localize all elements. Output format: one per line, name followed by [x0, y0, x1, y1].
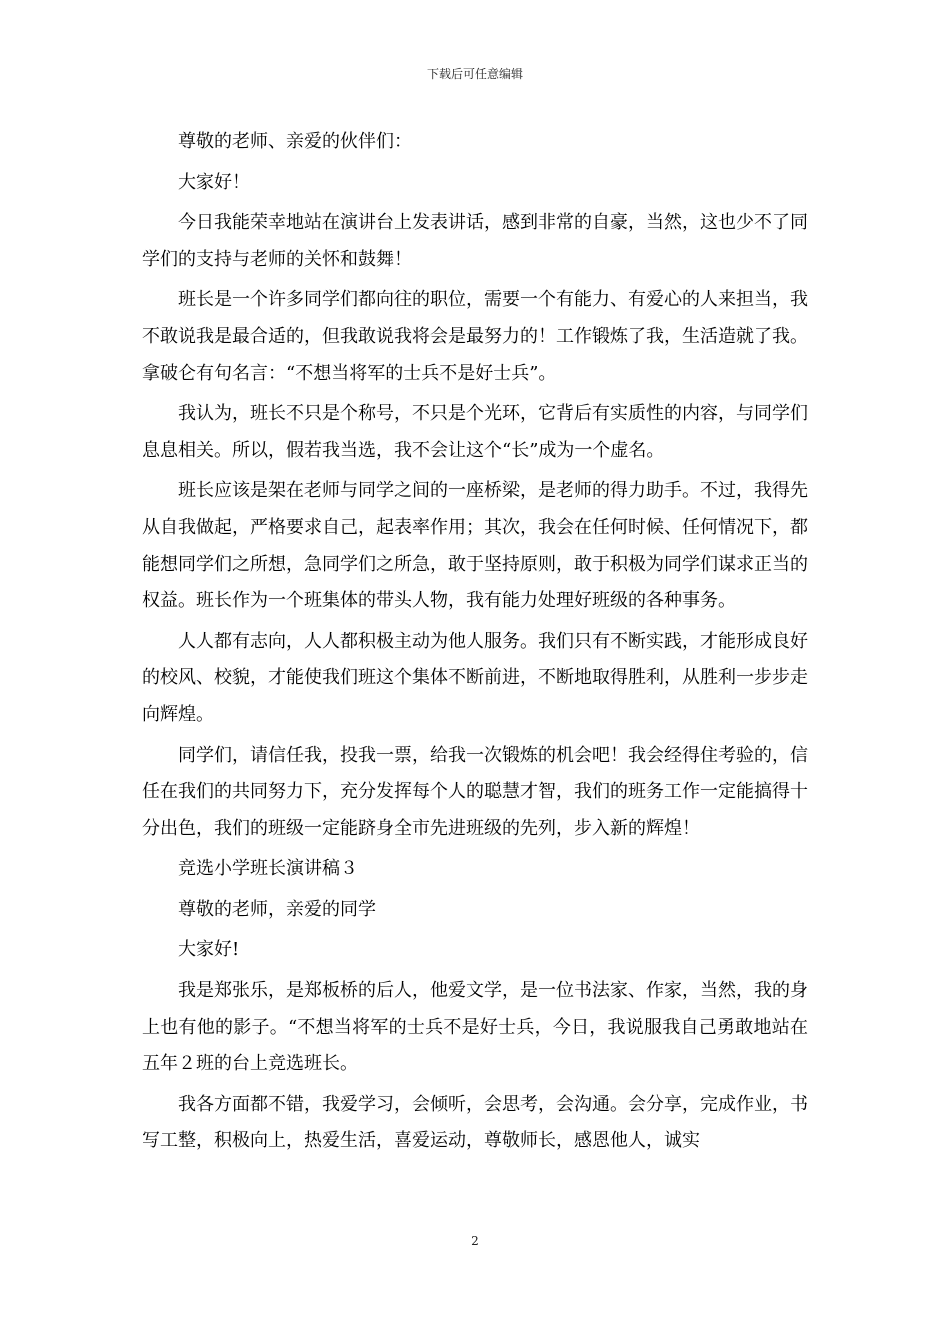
document-body [142, 124, 808, 1164]
salutation: 尊敬的老师，亲爱的同学 [178, 898, 376, 920]
body-paragraph: 班长是一个许多同学们都向往的职位，需要一个有能力、有爱心的人来担当，我不敢说我是最合适的，但我敢说我将会是最努力的！工作锻炼了我，生活造就了我。拿破仑有句名言：“不想当将军的士兵不是好士兵”。 [142, 289, 808, 384]
body-paragraph: 同学们，请信任我，投我一票，给我一次锻炼的机会吧！我会经得住考验的，信任在我们的共同努力下，充分发挥每个人的聪慧才智，我们的班务工作一定能搞得十分出色，我们的班级一定能跻身全市先进班级的先列，步入新的辉煌！ [142, 744, 808, 839]
section-title: 竞选小学班长演讲稿３ [178, 858, 358, 880]
body-paragraph: 我各方面都不错，我爱学习，会倾听，会思考，会沟通。会分享，完成作业，书写工整，积极向上，热爱生活，喜爱运动，尊敬师长，感恩他人，诚实 [142, 1093, 808, 1152]
body-paragraph: 今日我能荣幸地站在演讲台上发表讲话，感到非常的自豪，当然，这也少不了同学们的支持与老师的关怀和鼓舞！ [142, 212, 808, 270]
body-paragraph: 我是郑张乐，是郑板桥的后人，他爱文学，是一位书法家、作家，当然，我的身上也有他的影子。“不想当将军的士兵不是好士兵，今日，我说服我自己勇敢地站在五年２班的台上竞选班长。 [142, 980, 808, 1075]
page-header: 下载后可任意编辑 [426, 67, 523, 81]
greeting: 大家好！ [178, 171, 250, 193]
page-number: 2 [471, 1234, 479, 1248]
body-paragraph: 班长应该是架在老师与同学之间的一座桥梁，是老师的得力助手。不过，我得先从自我做起，严格要求自己，起表率作用；其次，我会在任何时候、任何情况下，都能想同学们之所想，急同学们之所急，敢于坚持原则，敢于积极为同学们谋求正当的权益。班长作为一个班集体的带头人物，我有能力处理好班级的各种事务。 [142, 480, 808, 612]
greeting: 大家好! [178, 939, 240, 961]
salutation: 尊敬的老师、亲爱的伙伴们： [178, 131, 412, 152]
body-paragraph: 人人都有志向，人人都积极主动为他人服务。我们只有不断实践，才能形成良好的校风、校貌，才能使我们班这个集体不断前进，不断地取得胜利，从胜利一步步走向辉煌。 [142, 630, 808, 725]
body-paragraph: 我认为，班长不只是个称号，不只是个光环，它背后有实质性的内容，与同学们息息相关。所以，假若我当选，我不会让这个“长”成为一个虚名。 [142, 403, 808, 461]
